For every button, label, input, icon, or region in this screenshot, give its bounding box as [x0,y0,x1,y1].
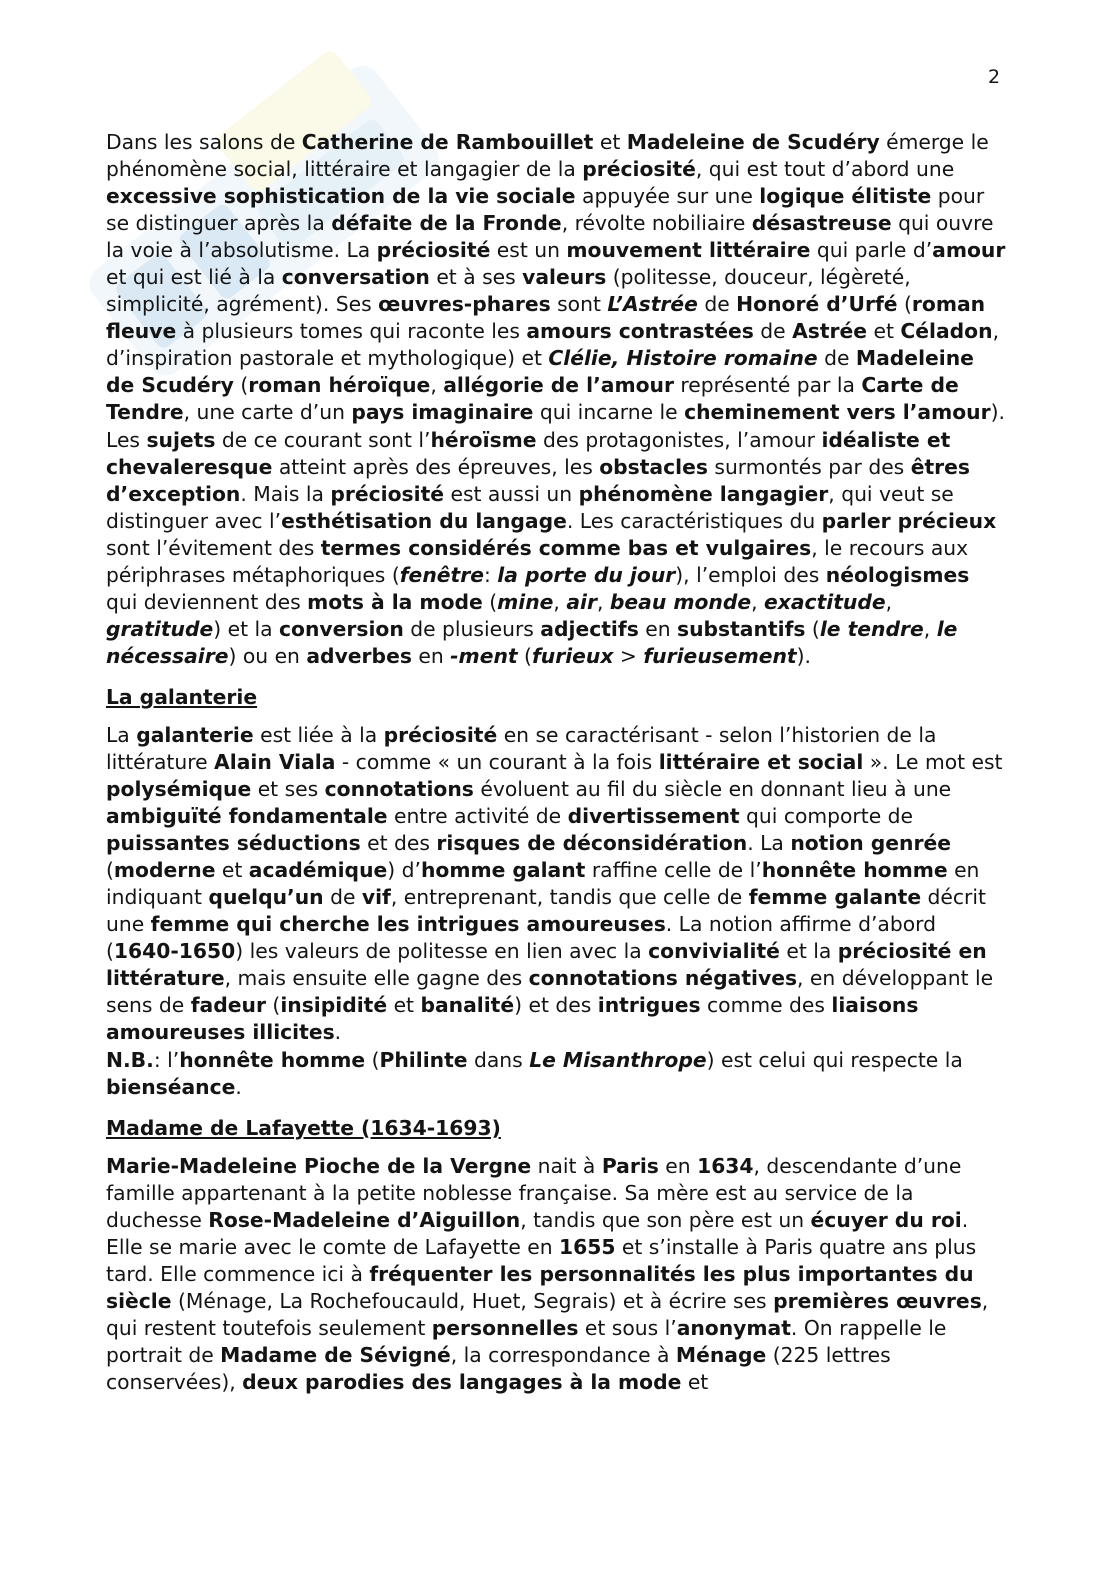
emphasis-run: bienséance [106,1074,236,1099]
emphasis-run: littéraire et social [658,749,864,774]
text-run: des protagonistes, l’amour [536,427,822,452]
emphasis-run: ambiguïté fondamentale [106,804,388,829]
emphasis-run: valeurs [522,265,607,290]
text-run: qui deviennent des [106,589,308,614]
emphasis-run: beau monde [609,589,752,614]
text-run: sont l’évitement des [106,535,321,560]
text-run: ) est celui qui respecte la [706,1047,963,1072]
emphasis-run: Clélie, Histoire romaine [548,346,818,371]
lafayette-paragraph [106,1153,1006,1396]
emphasis-run: risques de déconsidération [436,831,748,856]
text-run: . [235,1074,242,1099]
emphasis-run: préciosité [582,157,696,182]
emphasis-run: logique élitiste [759,184,932,209]
text-run: atteint après des épreuves, les [272,454,600,479]
text-run: ( [897,292,912,317]
text-run: de [753,319,793,344]
text-run: est un [490,238,567,263]
text-run: (Ménage, La Rochefoucauld, Huet, Segrais) et à écrire ses [171,1288,774,1313]
text-run: et [215,858,249,883]
emphasis-run: préciosité [376,238,491,263]
text-run: : l’ [153,1047,180,1072]
emphasis-run: anonymat [676,1315,791,1340]
emphasis-run: Honoré d’Urfé [736,292,898,317]
text-run: , la correspondance à [450,1342,676,1367]
emphasis-run: êtres d’exception [106,454,970,506]
text-run: et à ses [429,265,523,290]
text-run: qui ouvre la voie à l’absolutisme. La [106,211,994,263]
text-run: ». Le mot est [863,749,1003,774]
emphasis-run: deux parodies des langages à la mode [242,1369,682,1394]
text-run: nait à [531,1153,602,1178]
text-run: , [430,373,444,398]
text-run: ) d’ [387,858,421,883]
emphasis-run: Alain Viala [214,749,336,774]
text-run: qui comporte de [739,804,913,829]
text-run: de [817,346,856,371]
text-run: en [411,643,451,668]
text-run: . On rappelle le portrait de [106,1315,947,1367]
text-run: , [923,616,937,641]
emphasis-run: quelqu’un [208,885,324,910]
text-run: : [483,562,498,587]
emphasis-run: Catherine de Rambouillet [301,130,594,154]
text-run: et [387,993,421,1018]
emphasis-run: moderne [113,858,216,883]
text-run: ( [106,858,114,883]
emphasis-run: adjectifs [540,616,639,641]
emphasis-run: vif [361,885,391,910]
text-run: ). [796,643,811,668]
emphasis-run: honnête homme [179,1047,366,1072]
emphasis-run: Rose-Madeleine d’Aiguillon [208,1207,521,1232]
text-run: et [681,1369,709,1394]
emphasis-run: divertissement [567,804,740,829]
text-run: entre activité de [387,804,568,829]
text-run: est liée à la [253,722,384,747]
document-body [106,129,1006,1396]
text-run: raffine celle de l’ [585,858,762,883]
emphasis-run: honnête homme [761,858,948,883]
text-run: de [323,885,362,910]
text-run: ). Les [106,400,1005,452]
text-run: , tandis que son père est un [520,1207,811,1232]
emphasis-run: désastreuse [751,211,892,236]
text-run: sont [550,292,608,317]
intro-paragraph [106,129,1006,670]
emphasis-run: conversion [279,616,404,641]
emphasis-run: convivialité [648,939,780,964]
emphasis-run: sujets [146,427,216,452]
text-run: ) et la [213,616,280,641]
emphasis-run: Philinte [379,1047,468,1072]
emphasis-run: phénomène langagier [578,481,829,506]
emphasis-run: parler précieux [821,508,997,533]
emphasis-run: 1634 [697,1153,754,1178]
text-run: et qui est lié à la [106,265,282,290]
emphasis-run: gratitude [106,616,214,641]
emphasis-run: Paris [601,1153,659,1178]
text-run: et des [360,831,437,856]
emphasis-run: liaisons amoureuses illicites [106,993,919,1045]
text-run: . Elle se marie avec le comte de Lafayette en [106,1207,969,1259]
emphasis-run: obstacles [599,454,708,479]
text-run: ( [517,643,532,668]
emphasis-run: 1640-1650 [113,939,236,964]
text-run: appuyée sur une [575,184,760,209]
text-run: ( [265,993,281,1018]
text-run: . Les caractéristiques du [566,508,822,533]
text-run: et s’installe à Paris quatre ans plus tard. Elle commence ici à [106,1234,977,1286]
emphasis-run: amour [932,238,1006,263]
emphasis-run: homme galant [420,858,586,883]
emphasis-run: le tendre [819,616,924,641]
text-run: de ce courant sont l’ [215,427,431,452]
text-run: , révolte nobiliaire [561,211,752,236]
emphasis-run: polysémique [106,777,252,802]
emphasis-run: furieux [531,643,614,668]
text-run: ( [365,1047,380,1072]
text-run: est aussi un [444,481,579,506]
emphasis-run: pays imaginaire [351,400,534,425]
emphasis-run: puissantes séductions [106,831,361,856]
text-run: , qui restent toutefois seulement [106,1288,989,1340]
text-run: , [553,589,567,614]
text-run: , [751,589,765,614]
text-run: et [593,130,627,154]
text-run: , [596,589,610,614]
emphasis-run: 1655 [559,1234,616,1259]
text-run: ) ou en [228,643,307,668]
text-run: ( [233,373,249,398]
emphasis-run: écuyer du roi [810,1207,962,1232]
text-run: - comme « un courant à la fois [335,749,659,774]
emphasis-run: la porte du jour [497,562,676,587]
emphasis-run: Madeleine de Scudéry [626,130,880,154]
emphasis-run: femme galante [748,885,922,910]
text-run: . La notion affirme d’abord ( [106,912,936,964]
text-run: , mais ensuite elle gagne des [224,966,529,991]
text-run: en [658,1153,698,1178]
text-run: émerge le phénomène social, littéraire et langagier de la [106,130,989,182]
emphasis-run: air [566,589,597,614]
text-run: en indiquant [106,858,980,910]
text-run: représenté par la [673,373,862,398]
emphasis-run: intrigues [597,993,701,1018]
text-run: ) et des [514,993,598,1018]
emphasis-run: connotations négatives [528,966,798,991]
emphasis-run: L’Astrée [607,292,698,317]
emphasis-run: roman héroïque [248,373,431,398]
emphasis-run: défaite de la Fronde [331,211,562,236]
text-run: Dans les salons de [106,130,302,154]
text-run: . Mais la [240,481,331,506]
emphasis-run: Marie-Madeleine Pioche de la Vergne [106,1153,532,1178]
text-run: en se caractérisant - selon l’historien de la littérature [106,722,937,774]
emphasis-run: personnelles [431,1315,579,1340]
emphasis-run: académique [248,858,388,883]
emphasis-run: notion genrée [790,831,951,856]
text-run: , d’inspiration pastorale et mythologique) et [106,319,1000,371]
text-run: qui incarne le [533,400,685,425]
emphasis-run: Ménage [675,1342,767,1367]
emphasis-run: néologismes [825,562,970,587]
emphasis-run: femme qui cherche les intrigues amoureuses [150,912,666,937]
text-run: . [334,1020,342,1045]
emphasis-run: cheminement vers l’amour [684,400,991,425]
emphasis-run: mine [497,589,554,614]
emphasis-run: N.B. [106,1047,154,1072]
emphasis-run: mouvement littéraire [566,238,811,263]
text-run: , qui veut se distinguer avec l’ [106,481,954,533]
page-number: 2 [988,66,1001,88]
emphasis-run: galanterie [136,722,254,747]
emphasis-run: Le Misanthrope [529,1047,707,1072]
text-run: en [638,616,678,641]
emphasis-run: préciosité [383,722,498,747]
text-run: et [867,319,901,344]
emphasis-run: premières œuvres [773,1288,982,1313]
text-run: (225 lettres conservées), [106,1342,891,1394]
text-run: (politesse, douceur, légèreté, simplicité, agrément). Ses [106,265,911,317]
text-run: de plusieurs [403,616,541,641]
emphasis-run: termes considérés comme bas et vulgaires [320,535,812,560]
text-run: ) les valeurs de politesse en lien avec la [235,939,649,964]
text-run: , entreprenant, tandis que celle de [390,885,749,910]
emphasis-run: substantifs [677,616,806,641]
emphasis-run: amours contrastées [526,319,754,344]
text-run: évoluent au fil du siècle en donnant lieu à une [473,777,952,802]
text-run: qui parle d’ [810,238,933,263]
text-run: et la [779,939,838,964]
galanterie-paragraph [106,722,1006,1047]
emphasis-run: exactitude [764,589,886,614]
text-run: à plusieurs tomes qui raconte les [176,319,527,344]
emphasis-run: Céladon [900,319,993,344]
text-run: . La [747,831,791,856]
text-run: surmontés par des [707,454,911,479]
emphasis-run: esthétisation du langage [281,508,567,533]
text-run: pour se distinguer après la [106,184,985,236]
emphasis-run: héroïsme [430,427,537,452]
text-run: , en développant le sens de [106,966,994,1018]
text-run: , descendante d’une famille appartenant à la petite noblesse française. Sa mère est au service de la duchesse [106,1153,962,1232]
emphasis-run: fenêtre [399,562,484,587]
text-run: , qui est tout d’abord une [695,157,955,182]
emphasis-run: fadeur [190,993,266,1018]
text-run: de [697,292,737,317]
emphasis-run: -ment [450,643,518,668]
section-heading-lafayette: Madame de Lafayette (1634-1693) [106,1115,501,1140]
text-run: ( [482,589,498,614]
text-run: décrit une [106,885,986,937]
emphasis-run: conversation [281,265,430,290]
emphasis-run: excessive sophistication de la vie sociale [106,184,576,209]
emphasis-run: roman fleuve [106,292,986,344]
emphasis-run: insipidité [280,993,388,1018]
emphasis-run: préciosité en littérature [106,939,987,991]
emphasis-run: Madeleine de Scudéry [106,346,974,398]
emphasis-run: œuvres-phares [378,292,551,317]
emphasis-run: allégorie de l’amour [443,373,674,398]
emphasis-run: Madame de Sévigné [220,1342,451,1367]
text-run: ), l’emploi des [675,562,826,587]
emphasis-run: Carte de Tendre [106,373,959,425]
emphasis-run: banalité [420,993,515,1018]
emphasis-run: Astrée [792,319,868,344]
text-run: , [885,589,893,614]
text-run: et ses [251,777,325,802]
emphasis-run: adverbes [306,643,412,668]
text-run: , une carte d’un [183,400,352,425]
emphasis-run: mots à la mode [307,589,483,614]
note-paragraph [106,1047,1006,1101]
text-run: > [613,643,644,668]
text-run: ( [805,616,820,641]
emphasis-run: furieusement [643,643,797,668]
text-run: et sous l’ [578,1315,677,1340]
emphasis-run: connotations [324,777,474,802]
text-run: , le recours aux périphrases métaphoriques ( [106,535,969,587]
section-heading-galanterie: La galanterie [106,684,258,709]
emphasis-run: idéaliste et chevaleresque [106,427,951,479]
emphasis-run: le nécessaire [106,616,958,668]
emphasis-run: fréquenter les personnalités les plus importantes du siècle [106,1261,974,1313]
emphasis-run: préciosité [330,481,445,506]
text-run: dans [467,1047,530,1072]
text-run: comme des [700,993,832,1018]
text-run: La [106,722,137,747]
